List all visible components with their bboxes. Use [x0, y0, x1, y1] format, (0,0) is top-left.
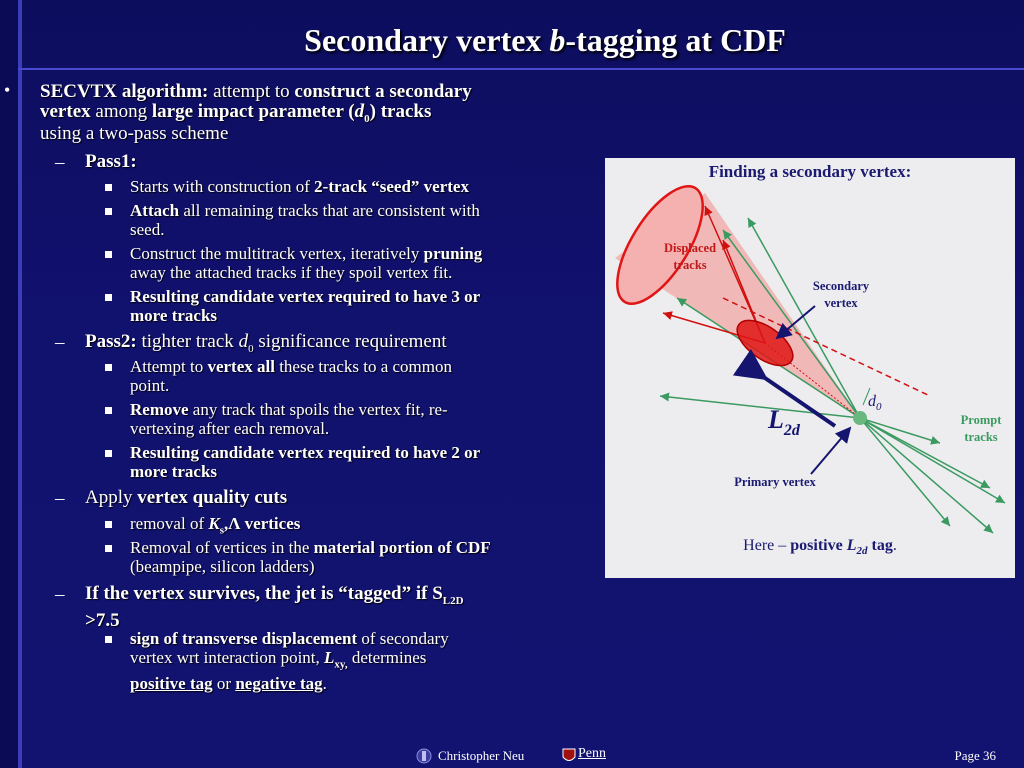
cuts-item-2: Removal of vertices in the material portion of CDF (beampipe, silicon ladders) — [130, 538, 491, 576]
square-bullet — [105, 545, 112, 552]
pass2-item-3: Resulting candidate vertex required to have 2 or more tracks — [130, 443, 481, 481]
pass1-dash: – — [55, 152, 65, 173]
secondary-vertex-figure — [605, 158, 1015, 578]
pass2-item-1: Attempt to vertex all these tracks to a common point. — [130, 357, 452, 395]
square-bullet — [105, 450, 112, 457]
green-track — [860, 418, 950, 526]
pass1-item-4: Resulting candidate vertex required to have 3 or more tracks — [130, 287, 481, 325]
primary-pointer-arrow — [811, 428, 850, 474]
main-bullet-line-2: vertex among large impact parameter $(d_0)$ tracks — [40, 101, 432, 125]
pass1-item-2: Attach all remaining tracks that are consistent with seed. — [130, 201, 480, 239]
green-track — [660, 396, 860, 418]
page-number: Page 36 — [954, 748, 996, 763]
tagged-dash: – — [55, 584, 65, 605]
pass1-item-3: Construct the multitrack vertex, iteratively pruning away the attached tracks if they spoil vertex fit. — [130, 244, 483, 282]
square-bullet — [105, 184, 112, 191]
square-bullet — [105, 208, 112, 215]
square-bullet — [105, 251, 112, 258]
displaced-label-1: Displaced — [663, 241, 717, 255]
footer-author: Christopher Neu — [438, 748, 525, 763]
displaced-label-2: tracks — [673, 258, 707, 272]
prompt-label-1: Prompt — [960, 413, 1002, 427]
footer-penn: Penn — [578, 746, 606, 761]
prompt-label-2: tracks — [964, 430, 998, 444]
green-track — [860, 418, 990, 488]
d0-label: $d_0$ — [868, 393, 882, 413]
figure-heading: Finding a secondary vertex: — [708, 162, 912, 181]
secondary-label-1: Secondary — [812, 279, 870, 293]
bullet-dot: • — [4, 80, 11, 100]
pass2-item-2: Remove any track that spoils the vertex fit, re- vertexing after each removal. — [130, 400, 448, 438]
tagged-item-1: sign of transverse displacement of secondary vertex wrt interaction point, $L_{xy,}$ determines positive tag or negative tag. — [130, 629, 449, 694]
square-bullet — [105, 636, 112, 643]
vertex-diagram — [605, 158, 1015, 578]
title-divider — [18, 68, 1024, 70]
cuts-item-1: removal of $K_s,\Lambda$ vertices — [130, 514, 301, 537]
tagged-heading: If the vertex survives, the jet is “tagged” if $S_{L2D}$ >7.5 — [85, 583, 464, 631]
primary-vertex-label: Primary vertex — [734, 475, 816, 489]
primary-vertex-dot — [853, 411, 867, 425]
cuts-heading: Apply vertex quality cuts — [85, 487, 288, 508]
pass1-item-1: Starts with construction of 2-track “seed” vertex — [130, 177, 469, 196]
left-accent-stripe — [18, 0, 22, 768]
main-bullet-line-1: SECVTX algorithm: attempt to construct a secondary — [40, 81, 472, 102]
secondary-label-2: vertex — [824, 296, 858, 310]
cuts-dash: – — [55, 488, 65, 509]
penn-shield-icon — [562, 748, 576, 764]
left-accent-bar — [0, 0, 18, 768]
square-bullet — [105, 407, 112, 414]
pass2-dash: – — [55, 332, 65, 353]
cdf-logo-icon — [416, 748, 432, 764]
slide-title: Secondary vertex b-tagging at CDF — [304, 22, 786, 58]
pass2-heading: Pass2: tighter track $d_0$ significance requirement — [85, 331, 447, 355]
square-bullet — [105, 294, 112, 301]
square-bullet — [105, 521, 112, 528]
figure-caption: Here – positive $L_{2d}$ tag. — [743, 537, 897, 557]
main-bullet-line-3: using a two-pass scheme — [40, 123, 229, 144]
pass1-heading: Pass1: — [85, 151, 137, 172]
l2d-label: $L_{2d}$ — [768, 405, 800, 439]
square-bullet — [105, 364, 112, 371]
